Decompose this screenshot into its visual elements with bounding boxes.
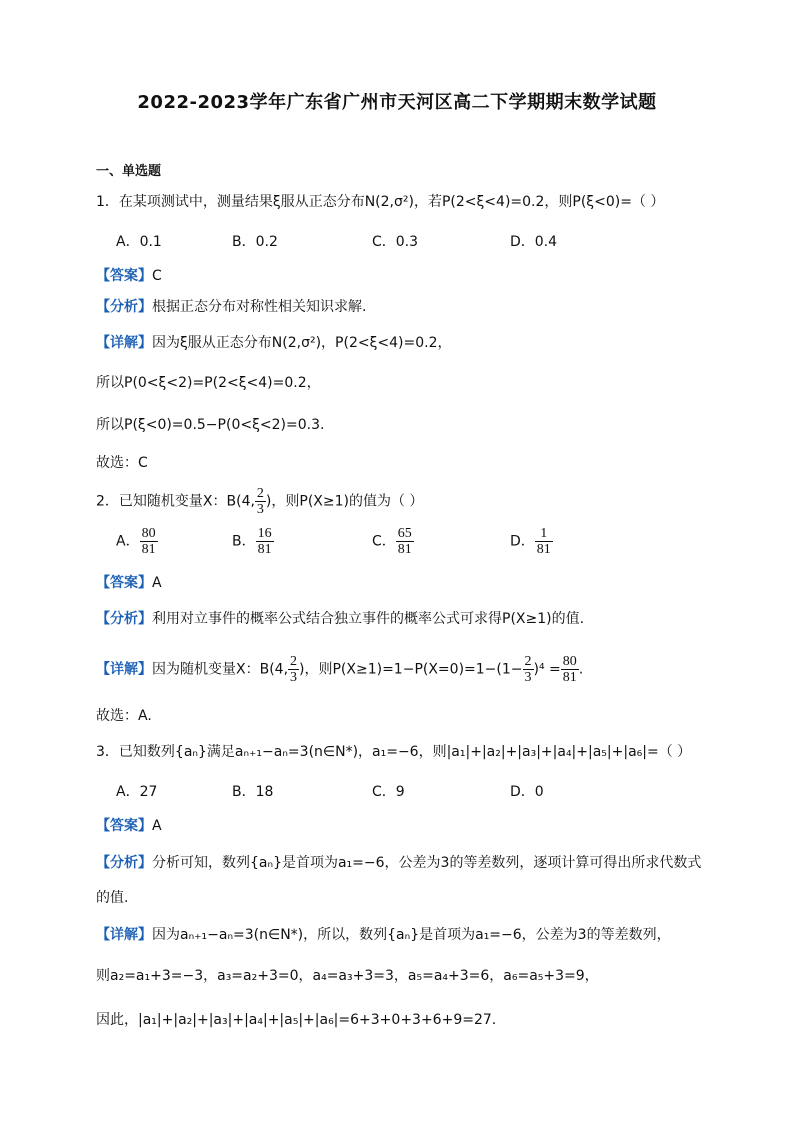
answer-tag: 【答案】	[96, 268, 152, 284]
detail-tag: 【详解】	[96, 661, 152, 678]
q3-analysis	[96, 853, 701, 873]
q2-detail-frac2-den: 3	[524, 670, 532, 685]
q2-option-d-den: 81	[536, 542, 551, 557]
page-title: 2022-2023学年广东省广州市天河区高二下学期期末数学试题	[137, 92, 657, 113]
q2-result-num: 80	[562, 654, 577, 669]
q1-option-a: A．0.1	[116, 234, 162, 250]
q2-option-a-letter: A．	[116, 533, 140, 550]
q2-result-den: 81	[562, 670, 577, 685]
q1-detail	[96, 333, 452, 353]
q2-option-c-fraction	[396, 526, 414, 557]
analysis-tag: 【分析】	[96, 299, 152, 315]
answer-tag: 【答案】	[96, 818, 152, 834]
q2-stem-frac-num: 2	[256, 486, 264, 501]
q2-detail-frac2-num: 2	[524, 654, 532, 669]
q2-option-d-num: 1	[535, 526, 553, 542]
q3-detail-line2: 则a₂=a₁+3=−3，a₃=a₂+3=0，a₄=a₃+3=3，a₅=a₄+3=6，a₆=a₅+3=9，	[96, 968, 599, 984]
q2-detail-fraction-2	[523, 654, 534, 685]
q1-detail-line2: 所以P(0<ξ<2)=P(2<ξ<4)=0.2，	[96, 375, 321, 391]
q2-detail-result	[561, 654, 579, 685]
q1-choose: 故选：C	[96, 455, 148, 471]
q2-detail: 【详解】因为随机变量X：B(4, $\frac{2}{3}$ )，则P(X≥1)=1−P(X=0)=1−(1− $\frac{2}{3}$ )⁴ = $\frac{80}{81}$ .	[96, 654, 584, 685]
q2-option-c-num: 65	[397, 526, 412, 541]
q3-option-c: C．9	[372, 784, 405, 800]
q1-option-d: D．0.4	[510, 234, 558, 250]
q2-option-a-num: 80	[141, 526, 156, 541]
q2-option-b-num: 16	[257, 526, 272, 541]
detail-tag: 【详解】	[96, 335, 152, 351]
q2-stem	[96, 486, 423, 517]
q1-stem: 1．在某项测试中，测量结果ξ服从正态分布N(2,σ²)，若P(2<ξ<4)=0.2，则P(ξ<0)=（ ）	[96, 194, 665, 210]
q3-detail-line3: 因此，|a₁|+|a₂|+|a₃|+|a₄|+|a₅|+|a₆|=6+3+0+3+6+9=27.	[96, 1012, 497, 1028]
q3-analysis-text: 分析可知，数列{aₙ}是首项为a₁=−6，公差为3的等差数列，逐项计算可得出所求代数式	[152, 855, 702, 871]
q3-option-d: D．0	[510, 784, 544, 800]
q1-answer-value: C	[152, 268, 162, 284]
q3-stem: 3．已知数列{aₙ}满足aₙ₊₁−aₙ=3(n∈N*)，a₁=−6，则|a₁|+|a₂|+|a₃|+|a₄|+|a₅|+|a₆|=（ ）	[96, 744, 692, 760]
q2-option-a-den: 81	[141, 542, 156, 557]
q2-option-a	[116, 526, 158, 557]
q3-option-a: A．27	[116, 784, 158, 800]
q2-answer-value: A	[152, 575, 162, 591]
q1-analysis	[96, 297, 366, 317]
q1-option-b: B．0.2	[232, 234, 278, 250]
q2-choose: 故选：A.	[96, 708, 152, 724]
q2-option-c	[372, 526, 414, 557]
q2-option-d-letter: D．	[510, 533, 535, 550]
q2-stem-fraction	[255, 486, 266, 517]
analysis-tag: 【分析】	[96, 855, 152, 871]
q3-detail-text: 因为aₙ₊₁−aₙ=3(n∈N*)，所以，数列{aₙ}是首项为a₁=−6，公差为3的等差数列，	[152, 927, 671, 943]
q1-answer	[96, 266, 162, 286]
q2-option-b-fraction	[256, 526, 274, 557]
q2-option-d	[510, 526, 553, 557]
q2-option-c-letter: C．	[372, 533, 396, 550]
q3-detail	[96, 925, 671, 945]
q2-detail-post: )⁴ =	[533, 661, 561, 678]
q2-stem-post: )，则P(X≥1)的值为（ ）	[265, 493, 424, 510]
q2-option-a-fraction	[140, 526, 158, 557]
q1-detail-text: 因为ξ服从正态分布N(2,σ²)，P(2<ξ<4)=0.2，	[152, 335, 452, 351]
q2-detail-fraction-1	[288, 654, 299, 685]
q2-analysis-text: 利用对立事件的概率公式结合独立事件的概率公式可求得P(X≥1)的值.	[152, 611, 585, 627]
q2-analysis	[96, 609, 584, 629]
analysis-tag: 【分析】	[96, 611, 152, 627]
q2-stem-frac-den: 3	[256, 502, 264, 517]
q1-option-c: C．0.3	[372, 234, 419, 250]
q1-detail-line3: 所以P(ξ<0)=0.5−P(0<ξ<2)=0.3.	[96, 417, 325, 433]
q2-option-b-den: 81	[257, 542, 272, 557]
q2-option-d-fraction	[535, 526, 553, 557]
q2-option-b-letter: B．	[232, 533, 256, 550]
q2-detail-pre: 因为随机变量X：B(4,	[152, 661, 289, 678]
q3-option-b: B．18	[232, 784, 274, 800]
q2-detail-mid: )，则P(X≥1)=1−P(X=0)=1−(1−	[299, 661, 523, 678]
q3-answer	[96, 816, 162, 836]
q2-option-c-den: 81	[397, 542, 412, 557]
q2-stem-pre: 2．已知随机变量X：B(4,	[96, 493, 255, 510]
detail-tag: 【详解】	[96, 927, 152, 943]
section-heading: 一、单选题	[96, 164, 162, 179]
q2-option-b	[232, 526, 274, 557]
q2-answer	[96, 573, 162, 593]
q3-answer-value: A	[152, 818, 162, 834]
q2-detail-frac-den: 3	[290, 670, 298, 685]
q1-analysis-text: 根据正态分布对称性相关知识求解.	[152, 299, 367, 315]
q2-detail-frac-num: 2	[290, 654, 298, 669]
answer-tag: 【答案】	[96, 575, 152, 591]
q3-analysis-line2: 的值.	[96, 890, 129, 906]
